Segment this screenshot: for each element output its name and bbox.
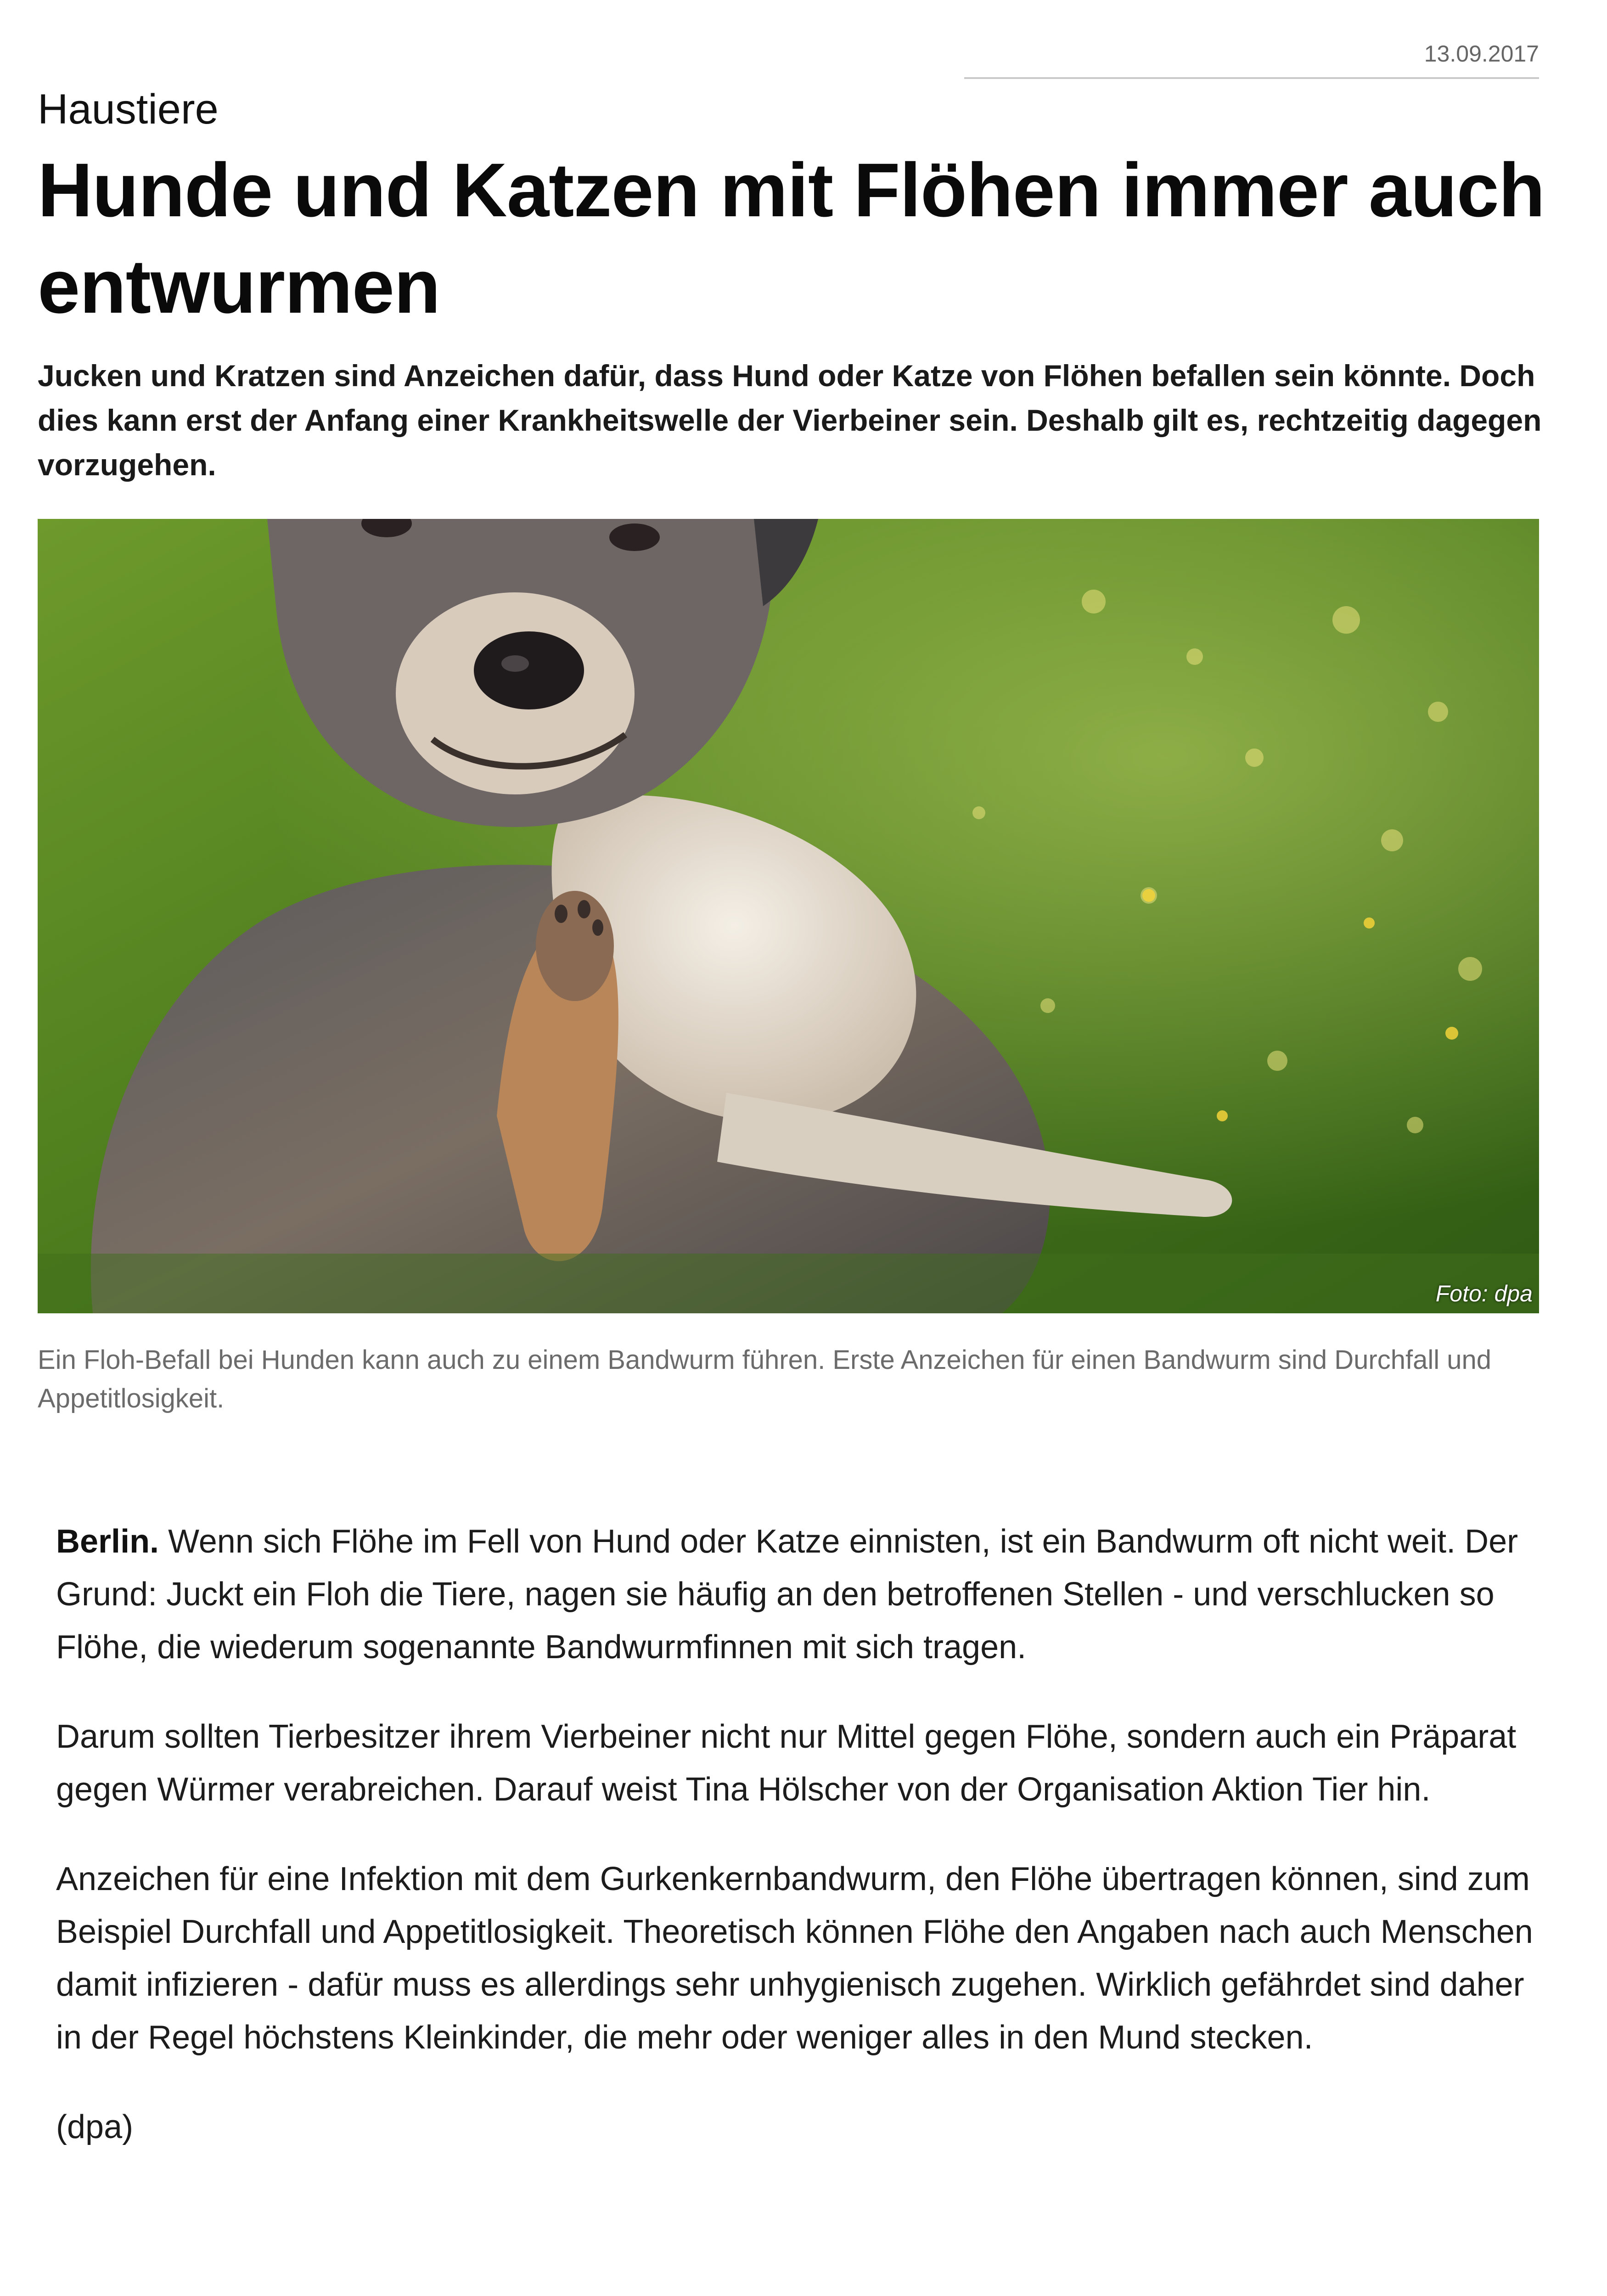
body-paragraph-2: Darum sollten Tierbesitzer ihrem Vierbeiner nicht nur Mittel gegen Flöhe, sondern auch ein Präparat gegen Würmer verabreichen. Darauf weist Tina Hölscher von der Organisation Aktion Tier hin. <box>56 1718 1517 1808</box>
article-image <box>38 519 1539 1313</box>
article-teaser: Jucken und Kratzen sind Anzeichen dafür, dass Hund oder Katze von Flöhen befallen sein könnte. Doch dies kann erst der Anfang einer Krankheitswelle der Vierbeiner sein. Deshalb gilt es, rechtzeitig dagegen vorzugehen. <box>38 359 1542 482</box>
article-kicker: Haustiere <box>38 86 219 133</box>
article-headline: Hunde und Katzen mit Flöhen immer auch entwurmen <box>38 148 1545 329</box>
image-credit: Foto: dpa <box>1435 1281 1533 1306</box>
body-paragraph-3: Anzeichen für eine Infektion mit dem Gurkenkernbandwurm, den Flöhe übertragen können, sind zum Beispiel Durchfall und Appetitlosigkeit. Theoretisch können Flöhe den Angaben nach auch Menschen damit infizieren - dafür muss es allerdings sehr unhygienisch zugehen. Wirklich gefährdet sind daher in der Regel höchstens Kleinkinder, die mehr oder weniger alles in den Mund stecken. <box>56 1861 1533 2056</box>
article-date: 13.09.2017 <box>1424 41 1539 67</box>
article-body <box>56 1515 1553 2190</box>
article-signoff: (dpa) <box>56 2109 134 2145</box>
body-paragraph-1 <box>56 1515 1553 1674</box>
date-divider <box>964 77 1539 79</box>
body-paragraph-1-text: Wenn sich Flöhe im Fell von Hund oder Katze einnisten, ist ein Bandwurm oft nicht weit. Der Grund: Juckt ein Floh die Tiere, nagen sie häufig an den betroffenen Stellen - und verschlucken so Flöhe, die wiederum sogenannte Bandwurmfinnen mit sich tragen. <box>56 1523 1518 1666</box>
dateline: Berlin. <box>56 1523 159 1560</box>
dog-scratching-photo <box>38 519 1539 1313</box>
image-caption: Ein Floh-Befall bei Hunden kann auch zu einem Bandwurm führen. Erste Anzeichen für einen Bandwurm sind Durchfall und Appetitlosigkeit. <box>38 1345 1492 1413</box>
